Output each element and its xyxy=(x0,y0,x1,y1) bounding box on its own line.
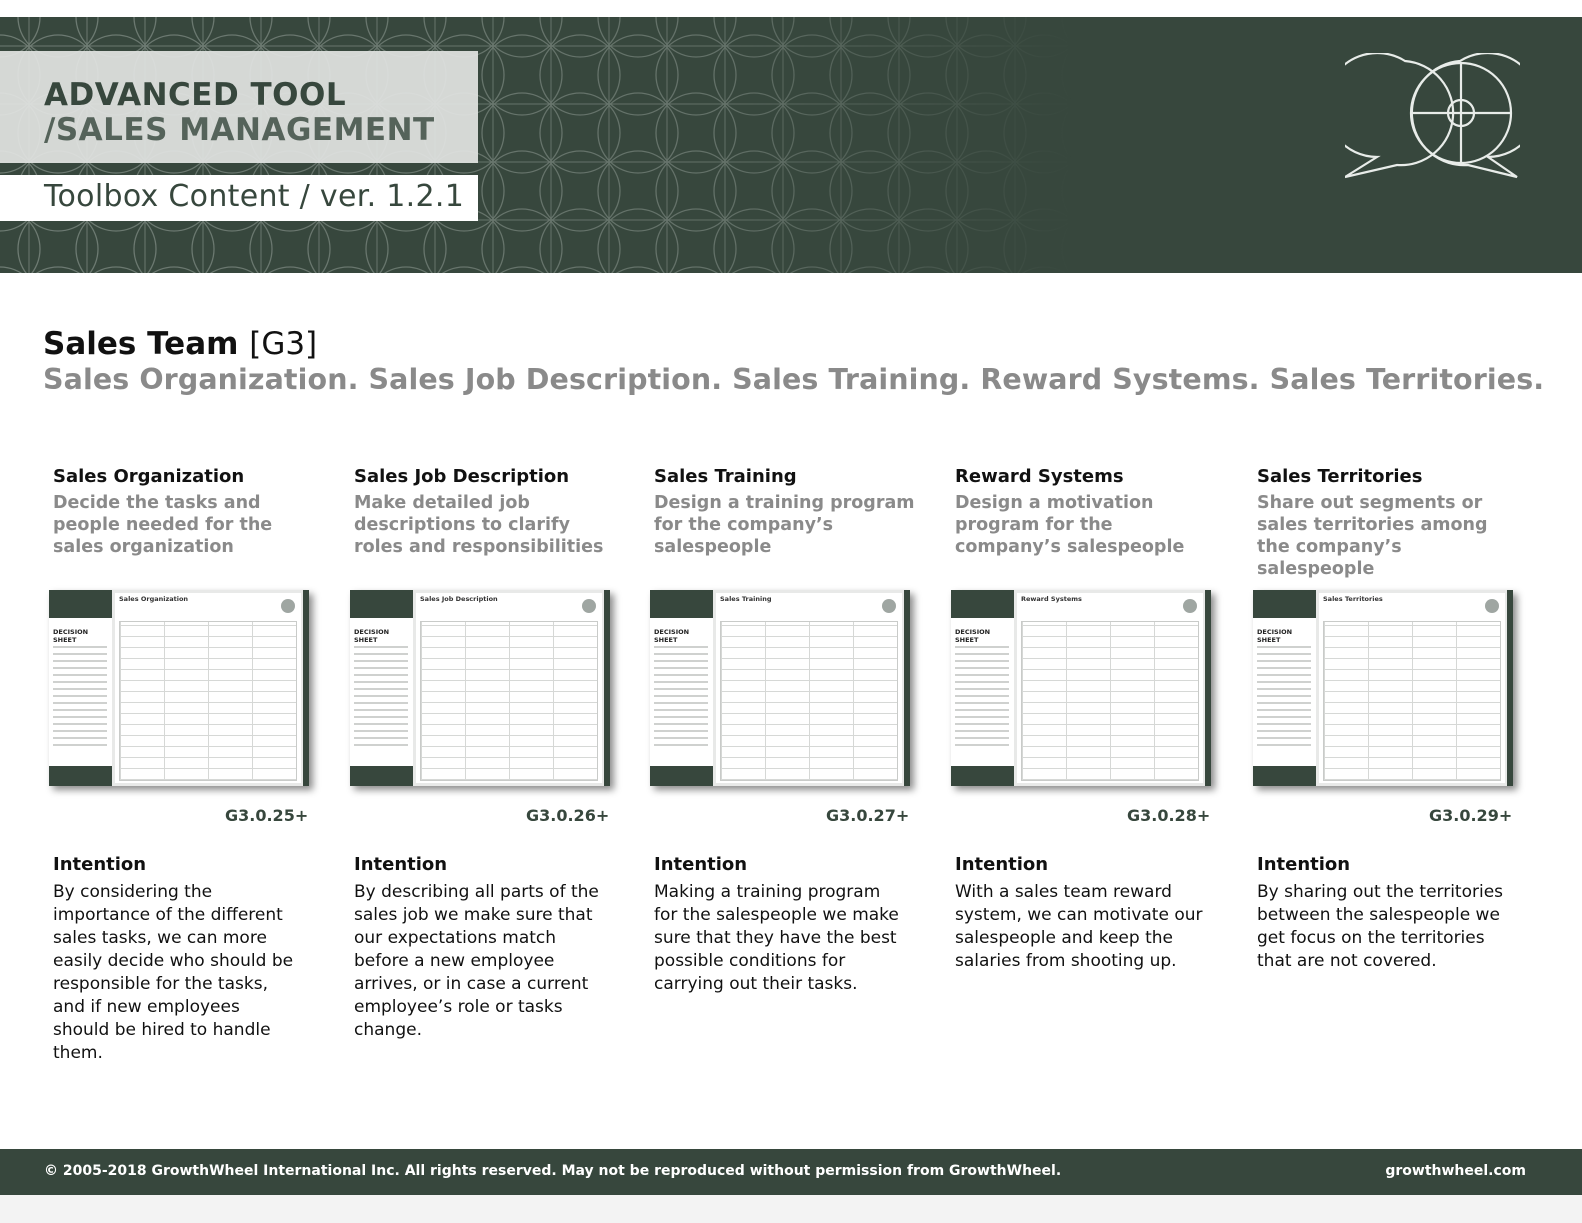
tool-column-sales-job-description xyxy=(354,466,616,1040)
decision-sheet-thumbnail[interactable] xyxy=(49,590,309,786)
tool-code: G3.0.28+ xyxy=(1127,806,1211,825)
column-title: Reward Systems xyxy=(955,466,1124,487)
column-description: Design a motivation program for the company’s salespeople xyxy=(955,493,1185,557)
version-label: Toolbox Content / ver. 1.2.1 xyxy=(44,179,465,214)
tool-code: G3.0.25+ xyxy=(225,806,309,825)
thumbnail-table xyxy=(420,621,598,781)
intention-heading: Intention xyxy=(1257,854,1351,875)
tool-subtitle: /SALES MANAGEMENT xyxy=(44,112,435,148)
decision-sheet-thumbnail[interactable] xyxy=(1253,590,1513,786)
decision-sheet-thumbnail[interactable] xyxy=(350,590,610,786)
tool-code: G3.0.26+ xyxy=(526,806,610,825)
title-box xyxy=(0,51,478,163)
copyright-text: © 2005-2018 GrowthWheel International Inc. All rights reserved. May not be reproduced without permission from GrowthWheel. xyxy=(44,1163,1062,1179)
section-code: [G3] xyxy=(249,326,318,362)
section-title-text: Sales Team xyxy=(43,326,239,362)
speech-bubbles-logo-icon xyxy=(1345,53,1520,183)
wheel-icon xyxy=(582,599,596,613)
wheel-icon xyxy=(281,599,295,613)
tool-code: G3.0.27+ xyxy=(826,806,910,825)
column-description: Make detailed job descriptions to clarify roles and responsibilities xyxy=(354,493,604,557)
intention-text: Making a training program for the salespeople we make sure that they have the best possible conditions for carrying out their tasks. xyxy=(654,882,899,994)
tool-column-sales-training xyxy=(654,466,916,994)
tool-column-sales-territories xyxy=(1257,466,1519,971)
tool-column-reward-systems xyxy=(955,466,1217,971)
intention-heading: Intention xyxy=(654,854,748,875)
intention-heading: Intention xyxy=(955,854,1049,875)
thumbnail-table xyxy=(720,621,898,781)
intention-text: By considering the importance of the different sales tasks, we can more easily decide who should be responsible for the tasks, and if new employees should be hired to handle them. xyxy=(53,882,294,1063)
thumbnail-label: DECISION SHEET xyxy=(1257,628,1293,644)
thumbnail-sidebar xyxy=(1253,590,1316,786)
footer xyxy=(0,1149,1582,1195)
thumbnail-sidebar xyxy=(650,590,713,786)
thumbnail-table xyxy=(1021,621,1199,781)
intention-heading: Intention xyxy=(53,854,147,875)
column-title: Sales Training xyxy=(654,466,797,487)
thumbnail-sheet xyxy=(115,593,301,783)
wheel-icon xyxy=(882,599,896,613)
website-link[interactable]: growthwheel.com xyxy=(1385,1163,1526,1179)
column-title: Sales Job Description xyxy=(354,466,570,487)
thumbnail-label: DECISION SHEET xyxy=(955,628,991,644)
wheel-icon xyxy=(1183,599,1197,613)
column-title: Sales Territories xyxy=(1257,466,1423,487)
column-description: Decide the tasks and people needed for the sales organization xyxy=(53,493,273,557)
thumbnail-title: Sales Job Description xyxy=(420,595,498,603)
intention-text: By describing all parts of the sales job we make sure that our expectations match before a new employee arrives, or in case a current employee’s role or tasks change. xyxy=(354,882,599,1040)
thumbnail-label: DECISION SHEET xyxy=(654,628,690,644)
header-banner xyxy=(0,17,1582,273)
decision-sheet-thumbnail[interactable] xyxy=(650,590,910,786)
section-title xyxy=(43,326,317,362)
thumbnail-sidebar xyxy=(350,590,413,786)
intention-heading: Intention xyxy=(354,854,448,875)
column-description: Design a training program for the company’s salespeople xyxy=(654,493,915,557)
thumbnail-label: DECISION SHEET xyxy=(53,628,89,644)
thumbnail-table xyxy=(1323,621,1501,781)
section-subtitle: Sales Organization. Sales Job Description. Sales Training. Reward Systems. Sales Territories. xyxy=(43,363,1545,396)
intention-text: With a sales team reward system, we can motivate our salespeople and keep the salaries from shooting up. xyxy=(955,882,1203,971)
tool-title: ADVANCED TOOL xyxy=(44,77,347,113)
thumbnail-sheet xyxy=(716,593,902,783)
thumbnail-sheet xyxy=(1319,593,1505,783)
thumbnail-title: Sales Organization xyxy=(119,595,189,603)
version-box xyxy=(0,175,478,221)
thumbnail-label: DECISION SHEET xyxy=(354,628,390,644)
intention-text: By sharing out the territories between the salespeople we get focus on the territories that are not covered. xyxy=(1257,882,1504,971)
tool-code: G3.0.29+ xyxy=(1429,806,1513,825)
thumbnail-sidebar xyxy=(951,590,1014,786)
thumbnail-table xyxy=(119,621,297,781)
footer-strip xyxy=(0,1195,1582,1223)
thumbnail-title: Sales Training xyxy=(720,595,772,603)
column-title: Sales Organization xyxy=(53,466,245,487)
thumbnail-sheet xyxy=(416,593,602,783)
tool-column-sales-organization xyxy=(53,466,315,1063)
thumbnail-sheet xyxy=(1017,593,1203,783)
thumbnail-sidebar xyxy=(49,590,112,786)
thumbnail-title: Reward Systems xyxy=(1021,595,1082,603)
wheel-icon xyxy=(1485,599,1499,613)
decision-sheet-thumbnail[interactable] xyxy=(951,590,1211,786)
thumbnail-title: Sales Territories xyxy=(1323,595,1383,603)
column-description: Share out segments or sales territories among the company’s salespeople xyxy=(1257,493,1488,579)
